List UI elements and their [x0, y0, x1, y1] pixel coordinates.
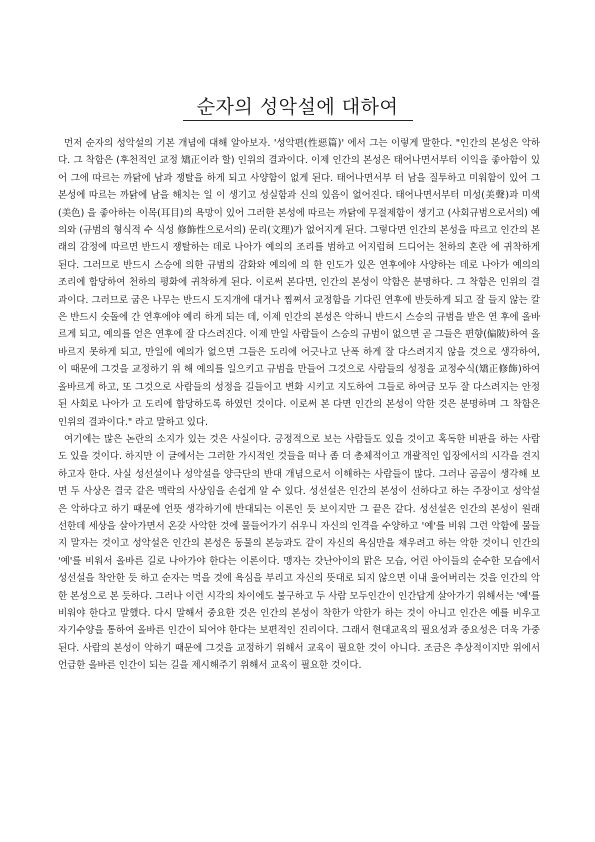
paragraph-2: 여기에는 많은 논란의 소지가 있는 것은 사실이다. 긍정적으로 보는 사람들도 있을 것이고 혹독한 비판을 하는 사람도 있을 것이다. 하지만 이 글에서는 그러한 가시적인 것들을 떠나 좀 더 총체적이고 개괄적인 입장에서의 시각을 견지하고자 한다. 사실 성선설이나 성악설을 양극단의 반대 개념으로서 이해하는 사람들이 많다. 그러나 곰곰이 생각해 보면 두 사상은 결국 같은 맥락의 사상임을 손쉽게 알 수 있다. 성선설은 인간의 본성이 선하다고 하는 주장이고 성악설은 악하다고 하기 때문에 언뜻 생각하기에 반대되는 이론인 듯 보이지만 그 끝은 같다. 성선설은 인간의 본성이 원래 선한데 세상을 살아가면서 온갖 사악한 것에 물들어가기 쉬우니 자신의 인격을 수양하고 '예'를 비워 그런 악함에 물들지 말자는 것이고 성악설은 인간의 본성은 동물의 본능과도 같이 자신의 욕심만을 채우려고 하는 악한 것이니 인간의 '예'를 비워서 올바른 길로 나아가야 한다는 이론이다. 맹자는 갓난아이의 맑은 모습, 어린 아이들의 순수한 모습에서 성선설을 착안한 듯 하고 순자는 먹을 것에 욕심을 부리고 자신의 뜻대로 되지 않으면 이내 울어버리는 것을 인간의 악한 본성으로 본 듯하다. 그러나 이런 시각의 차이에도 불구하고 두 사람 모두인간이 인간답게 살아가기 위해서는 '예'를 비워야 한다고 말했다. 다시 말해서 중요한 것은 인간의 본성이 착한가 악한가 하는 것이 아니고 인간은 예를 비우고 자기수양을 통하여 올바른 인간이 되어야 한다는 보편적인 진리이다. 그래서 현대교육의 필요성과 중요성은 더욱 가중된다. 사람의 본성이 악하기 때문에 그것을 교정하기 위해서 교육이 필요한 것이 아니다. 조금은 추상적이지만 위에서 언급한 올바른 인간이 되는 길을 제시해주기 위해서 교육이 필요한 것이다. — [58, 433, 540, 672]
paragraph-1: 먼저 순자의 성악설의 기본 개념에 대해 알아보자. '성악편(性惡篇)' 에서 그는 이렇게 말한다. "인간의 본성은 악하다. 그 착함은 (후천적인 교정 矯正이라 할) 인위의 결과이다. 이제 인간의 본성은 태어나면서부터 이익을 좋아함이 있어 그에 따르는 까닭에 남과 쟁탈을 하게 되고 사양함이 없게 된다. 태어나면서부 터 남을 질투하고 미워함이 있어 그 본성에 따르는 까닭에 남을 해치는 일 이 생기고 성실함과 신의 있음이 없어진다. 태어나면서부터 미성(美聲)과 미색(美色) 을 좋아하는 이목(耳目)의 욕망이 있어 그러한 본성에 따르는 까닭에 무절제함이 생기고 (사회규범으로서의) 예의와 (규범의 형식적 수 식성 修飾性으로서의) 문리(文理)가 없어지게 된다. 그렇다면 인간의 본성을 따르고 인간의 본래의 감정에 따르면 반드시 쟁탈하는 데로 나아가 예의의 조리를 범하고 어지럽혀 드디어는 천하의 혼란 에 귀착하게 된다. 그러므로 반드시 스승에 의한 규범의 감화와 예의에 의 한 인도가 있은 연후에야 사양하는 데로 나아가 예의의 조리에 합당하여 천하의 평화에 귀착하게 된다. 이로써 본다면, 인간의 본성이 악함은 분명하다. 그 착함은 인위의 결과이다. 그러므로 굽은 나무는 반드시 도지개에 대거나 찜쪄서 교정함을 기다린 연후에 반듯하게 되고 잘 들지 않는 칼은 반드시 숫돌에 간 연후에야 예리 하게 되는 데, 이제 인간의 본성은 악하니 반드시 스승의 규범을 받은 연 후에 올바르게 되고, 예의를 얻은 연후에 잘 다스려진다. 이제 만일 사람들이 스승의 규범이 없으면 곧 그들은 편향(偏陂)하여 올 바르지 못하게 되고, 만일에 예의가 없으면 그들은 도리에 어긋나고 난폭 하게 잘 다스려지지 않을 것으로 생각하여, 이 때문에 그것을 교정하기 위 해 예의를 일으키고 규범을 만들어 그것으로 사람들의 성정을 교정수식(矯正修飾)하여 올바르게 하고, 또 그것으로 사람들의 성정을 길들이고 변화 시키고 지도하여 그들로 하여금 모두 잘 다스려지는 안정된 사회로 나아가 고 도리에 합당하도록 하였던 것이다. 이로써 본 다면 인간의 본성이 악한 것은 분명하며 그 착함은 인위의 결과이다." 라고 말하고 있다. — [58, 138, 540, 428]
document-body — [58, 135, 540, 675]
document-title: 순자의 성악설에 대하여 — [196, 96, 399, 118]
title-underline — [183, 120, 413, 121]
